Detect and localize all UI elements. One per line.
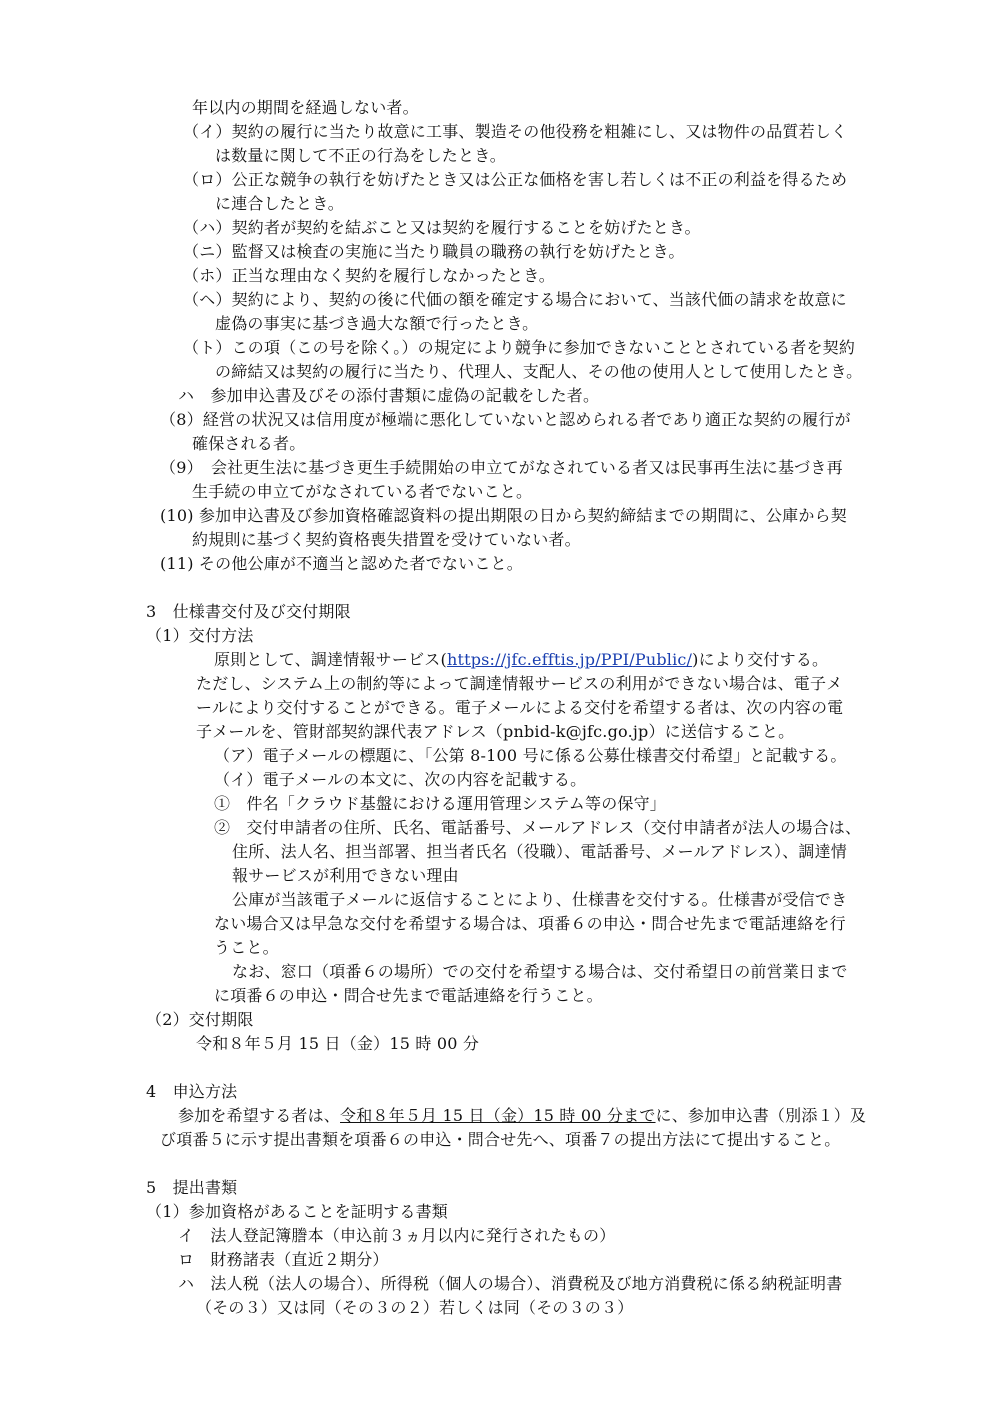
subsection-heading: （2）交付期限 <box>146 1010 254 1029</box>
url-line <box>214 648 828 672</box>
text-line: ハ 参加申込書及びその添付書類に虚偽の記載をした者。 <box>178 386 600 405</box>
text-line: (10) 参加申込書及び参加資格確認資料の提出期限の日から契約締結までの期間に、公庫から契 <box>160 506 847 525</box>
text-line: （ハ）契約者が契約を結ぶこと又は契約を履行することを妨げたとき。 <box>183 218 701 237</box>
text-line: 住所、法人名、担当部署、担当者氏名（役職）、電話番号、メールアドレス）、調達情 <box>232 842 848 861</box>
text-line: 虚偽の事実に基づき過大な額で行ったとき。 <box>215 314 539 333</box>
text-line: 公庫が当該電子メールに返信することにより、仕様書を交付する。仕様書が受信でき <box>232 890 848 909</box>
section-heading: 5 提出書類 <box>146 1178 238 1197</box>
text-line: （ホ）正当な理由なく契約を履行しなかったとき。 <box>183 266 555 285</box>
text-line: （ロ）公正な競争の執行を妨げたとき又は公正な価格を害し若しくは不正の利益を得るため <box>183 170 848 189</box>
text-line: ールにより交付することができる。電子メールによる交付を希望する者は、次の内容の電 <box>196 698 844 717</box>
text-line: 報サービスが利用できない理由 <box>232 866 459 885</box>
text-line: 確保される者。 <box>192 434 306 453</box>
text-line: （イ）電子メールの本文に、次の内容を記載する。 <box>214 770 587 789</box>
text-line: 子メールを、管財部契約課代表アドレス（pnbid-k@jfc.go.jp）に送信すること。 <box>196 722 795 741</box>
text-line: ① 件名「クラウド基盤における運用管理システム等の保守」 <box>214 794 667 813</box>
text-line: の締結又は契約の履行に当たり、代理人、支配人、その他の使用人として使用したとき。 <box>215 362 863 381</box>
text-line: （8）経営の状況又は信用度が極端に悪化していないと認められる者であり適正な契約の履行が <box>160 410 851 429</box>
text-line: （ト）この項（この号を除く。）の規定により競争に参加できないこととされている者を契約 <box>183 338 856 357</box>
text-line: うこと。 <box>214 938 279 957</box>
text-line: ② 交付申請者の住所、氏名、電話番号、メールアドレス（交付申請者が法人の場合は、 <box>214 818 862 837</box>
text-line: 年以内の期間を経過しない者。 <box>192 98 419 117</box>
section-heading: 4 申込方法 <box>146 1082 238 1101</box>
text-line: ハ 法人税（法人の場合）、所得税（個人の場合）、消費税及び地方消費税に係る納税証明書 <box>178 1274 843 1293</box>
text-line: (11) その他公庫が不適当と認めた者でないこと。 <box>160 554 523 573</box>
subsection-heading: （1）交付方法 <box>146 626 254 645</box>
text-line: （その３）又は同（その３の２）若しくは同（その３の３） <box>196 1298 634 1317</box>
text-line: に連合したとき。 <box>215 194 344 213</box>
text-line: イ 法人登記簿謄本（申込前３ヵ月以内に発行されたもの） <box>178 1226 616 1245</box>
text-line: ない場合又は早急な交付を希望する場合は、項番６の申込・問合せ先まで電話連絡を行 <box>214 914 846 933</box>
text-line: び項番５に示す提出書類を項番６の申込・問合せ先へ、項番７の提出方法にて提出すること。 <box>160 1130 841 1149</box>
deadline-underlined: 令和８年５月 15 日（金）15 時 00 分まで <box>340 1106 656 1125</box>
text-line: 令和８年５月 15 日（金）15 時 00 分 <box>196 1034 480 1053</box>
text-segment: 原則として、調達情報サービス( <box>214 650 447 669</box>
text-line: なお、窓口（項番６の場所）での交付を希望する場合は、交付希望日の前営業日まで <box>232 962 848 981</box>
text-line: に項番６の申込・問合せ先まで電話連絡を行うこと。 <box>214 986 603 1005</box>
subsection-heading: （1）参加資格があることを証明する書類 <box>146 1202 448 1221</box>
text-line: は数量に関して不正の行為をしたとき。 <box>215 146 506 165</box>
procurement-link[interactable]: https://jfc.efftis.jp/PPI/Public/ <box>446 650 693 669</box>
text-segment: )により交付する。 <box>692 650 829 669</box>
text-line: 約規則に基づく契約資格喪失措置を受けていない者。 <box>192 530 581 549</box>
text-segment: に、参加申込書（別添１）及 <box>655 1106 867 1125</box>
text-line: （ニ）監督又は検査の実施に当たり職員の職務の執行を妨げたとき。 <box>183 242 685 261</box>
text-segment: 参加を希望する者は、 <box>178 1106 341 1125</box>
text-line: （ヘ）契約により、契約の後に代価の額を確定する場合において、当該代価の請求を故意に <box>183 290 847 309</box>
text-line: ただし、システム上の制約等によって調達情報サービスの利用ができない場合は、電子メ <box>196 674 843 693</box>
apply-line <box>178 1104 866 1128</box>
text-line: （9） 会社更生法に基づき更生手続開始の申立てがなされている者又は民事再生法に基づき再 <box>160 458 843 477</box>
text-line: （ア）電子メールの標題に、「公第 8-100 号に係る公募仕様書交付希望」と記載する。 <box>214 746 847 765</box>
text-line: 生手続の申立てがなされている者でないこと。 <box>192 482 533 501</box>
text-line: ロ 財務諸表（直近２期分） <box>178 1250 389 1269</box>
section-heading: 3 仕様書交付及び交付期限 <box>146 602 351 621</box>
text-line: （イ）契約の履行に当たり故意に工事、製造その他役務を粗雑にし、又は物件の品質若しく <box>183 122 848 141</box>
